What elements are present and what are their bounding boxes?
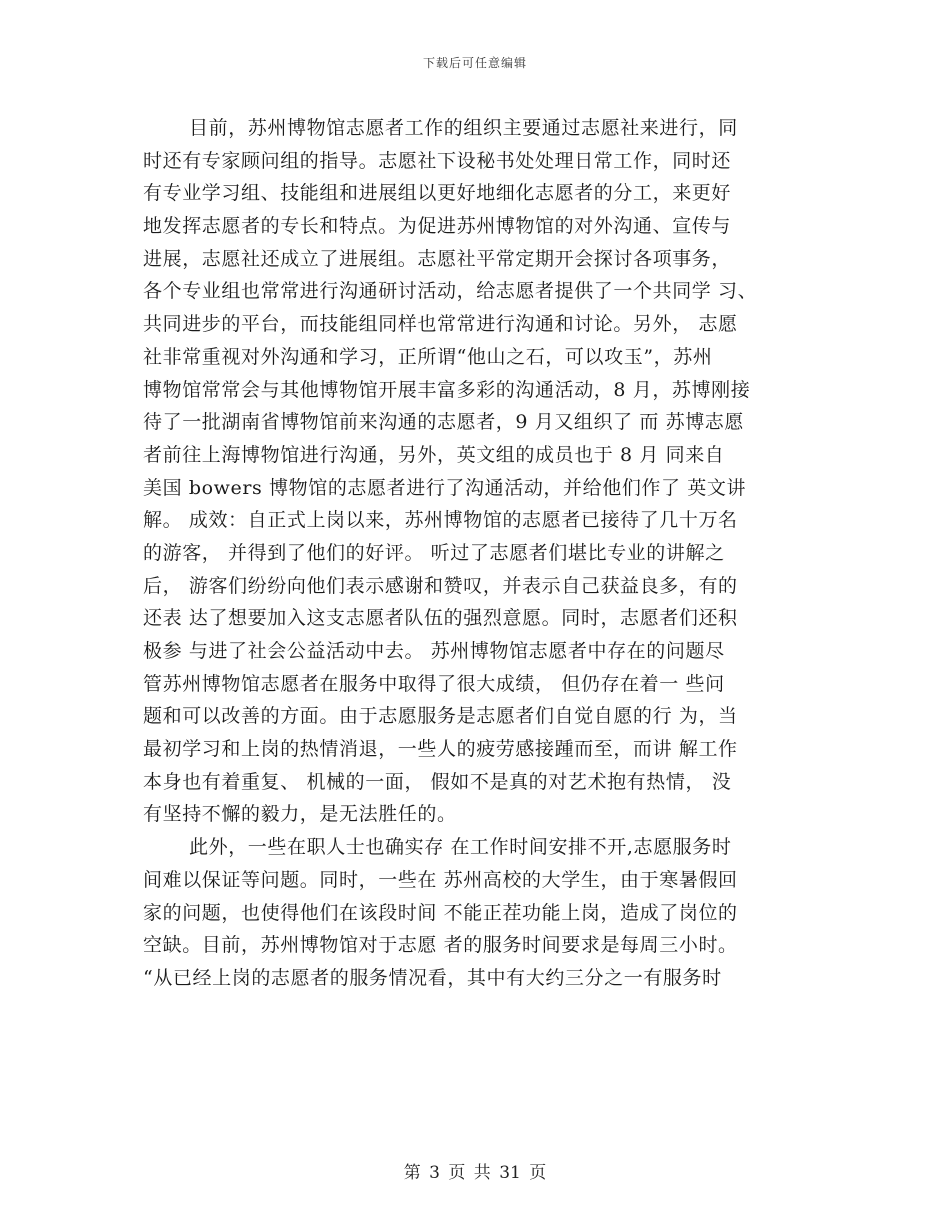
paragraph-line: 最初学习和上岗的热情消退，一些人的疲劳感接踵而至，而讲 解工作 [143,738,738,761]
paragraph-line: 地发挥志愿者的专长和特点。为促进苏州博物馆的对外沟通、宣传与 [143,215,732,238]
paragraph-line: 极参 与进了社会公益活动中去。 苏州博物馆志愿者中存在的问题尽 [143,640,725,662]
paragraph-line: “从已经上岗的志愿者的服务情况看，其中有大约三分之一有服务时 [143,966,722,989]
paragraph-line: 后， 游客们纷纷向他们表示感谢和赞叹，并表示自己获益良多，有的 [143,574,738,597]
paragraph-line: 还表 达了想要加入这支志愿者队伍的强烈意愿。同时，志愿者们还积 [143,607,738,630]
paragraph-line: 各个专业组也常常进行沟通研讨活动，给志愿者提供了一个共同学 习、 [143,280,758,303]
page-footer: 第 3 页 共 31 页 [403,1163,547,1183]
paragraph-line: 者前往上海博物馆进行沟通，另外，英文组的成员也于 8 月 同来自 [143,443,725,466]
paragraph-line: 管苏州博物馆志愿者在服务中取得了很大成绩， 但仍存在着一 些问 [143,672,725,695]
paragraph-line: 时还有专家顾问组的指导。志愿社下设秘书处处理日常工作，同时还 [143,149,732,172]
paragraph-line: 博物馆常常会与其他博物馆开展丰富多彩的沟通活动，8 月，苏博刚接 [143,378,751,401]
paragraph-line: 空缺。目前，苏州博物馆对于志愿 者的服务时间要求是每周三小时。 [143,934,738,957]
paragraph-line: 此外，一些在职人士也确实存 在工作时间安排不开,志愿服务时 [189,836,732,859]
paragraph-line: 间难以保证等问题。同时，一些在 苏州高校的大学生，由于寒暑假回 [143,868,738,891]
page-header: 下载后可任意编辑 [422,56,527,70]
paragraph-line: 共同进步的平台，而技能组同样也常常进行沟通和讨论。另外， 志愿 [143,313,738,336]
paragraph-line: 题和可以改善的方面。由于志愿服务是志愿者们自觉自愿的行 为，当 [143,705,738,728]
paragraph-line: 的游客， 并得到了他们的好评。 听过了志愿者们堪比专业的讲解之 [143,541,725,564]
paragraph-line: 待了一批湖南省博物馆前来沟通的志愿者，9 月又组织了 而 苏博志愿 [143,411,745,434]
paragraph-line: 有坚持不懈的毅力，是无法胜任的。 [143,803,457,826]
paragraph-line: 社非常重视对外沟通和学习，正所谓“他山之石，可以攻玉”，苏州 [143,345,713,368]
paragraph-line: 有专业学习组、技能组和进展组以更好地细化志愿者的分工，来更好 [143,182,732,205]
paragraph-line: 本身也有着重复、 机械的一面， 假如不是真的对艺术抱有热情， 没 [143,770,732,793]
paragraph-line: 家的问题，也使得他们在该段时间 不能正茬功能上岗，造成了岗位的 [143,901,738,924]
paragraph-line: 进展，志愿社还成立了进展组。志愿社平常定期开会探讨各项事务， [143,247,732,270]
paragraph-line: 目前，苏州博物馆志愿者工作的组织主要通过志愿社来进行，同 [189,117,738,139]
body-text [143,112,807,995]
paragraph-line: 解。 成效：自正式上岗以来，苏州博物馆的志愿者已接待了几十万名 [143,509,738,532]
paragraph-line: 美国 bowers 博物馆的志愿者进行了沟通活动，并给他们作了 英文讲 [143,476,747,499]
